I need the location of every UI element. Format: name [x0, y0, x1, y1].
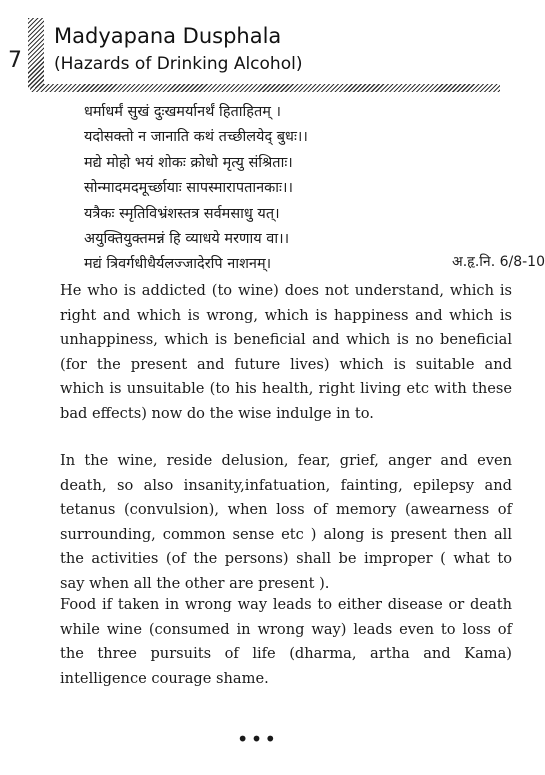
decorative-hatch-horizontal [30, 84, 500, 92]
verse-line: धर्माधर्मं सुखं दुःखमर्यानर्थं हिताहितम् । [84, 104, 282, 120]
verse-line: मद्यं त्रिवर्गधीधैर्यलज्जादेरपि नाशनम्। [84, 256, 272, 273]
translation-paragraph: He who is addicted (to wine) does not understand, which is right and which is wrong, which is happiness and which is unhappiness, which is beneficial and which is no beneficial (for the present and future lives) which is suitable and which is unsuitable (to his health, right living etc with these bad effects) now do the wise indulge in to. [60, 282, 512, 422]
verse-line: सोन्मादमदमूर्च्छायाः सापस्मारापतानकाः।। [84, 180, 293, 197]
sanskrit-verses [84, 100, 504, 278]
chapter-subtitle: (Hazards of Drinking Alcohol) [54, 54, 303, 74]
translation-paragraph: In the wine, reside delusion, fear, grief, anger and even death, so also insanity,infatuation, fainting, epilepsy and tetanus (convulsion), when loss of memory (awearness of surrounding, common sense etc ) along is present then all the activities (of the persons) shall be improper ( what to say when all the other are present ). [60, 452, 512, 592]
verse-reference: अ.हृ.नि. 6/8-10 [452, 254, 545, 270]
chapter-title: Madyapana Dusphala [54, 24, 282, 48]
verse-line: मद्ये मोहो भयं शोकः क्रोधो मृत्यु संश्रिताः। [84, 154, 293, 171]
decorative-hatch-vertical [28, 18, 44, 88]
verse-line: यत्रैकः स्मृतिविभ्रंशस्तत्र सर्वमसाधु यत्। [84, 205, 280, 222]
verse-line: यदोसक्तो न जानाति कथं तच्छीलयेद् बुधः।। [84, 129, 308, 146]
page-number: 7 [8, 48, 22, 73]
verse-line: अयुक्तियुक्तमन्नं हि व्याधये मरणाय वा।। [84, 231, 290, 248]
translation-paragraph: Food if taken in wrong way leads to either disease or death while wine (consumed in wrong way) leads even to loss of the three pursuits of life (dharma, artha and Kama) intelligence courage shame. [60, 596, 512, 687]
end-mark: ••• [236, 727, 279, 751]
chapter-header [0, 0, 515, 100]
